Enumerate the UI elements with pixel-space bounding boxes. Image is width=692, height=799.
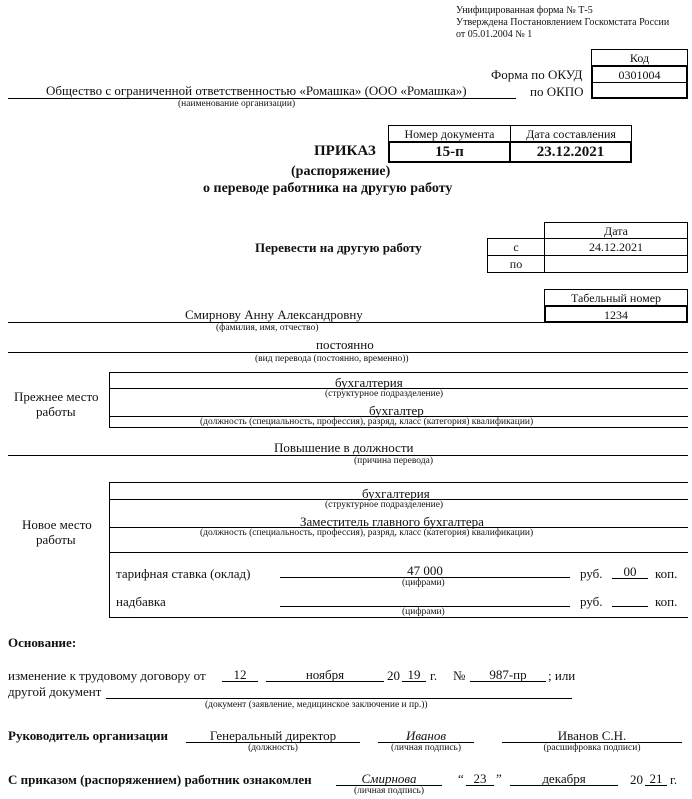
doc-subtitle: (распоряжение) [291,164,391,179]
rate-value: 47 000 [407,563,443,578]
transfer-type-caption: (вид перевода (постоянно, временно)) [255,354,409,364]
form-line-2: Утверждена Постановлением Госкомстата России [456,17,670,28]
ack-year-suffix: 21 [649,771,663,786]
doc-date-header: Дата составления [510,125,632,142]
head-label: Руководитель организации [8,728,168,743]
doc-title: ПРИКАЗ [314,143,376,159]
previous-department: бухгалтерия [335,375,403,390]
previous-position-caption: (должность (специальность, профессия), разряд, класс (категория) квалификации) [200,417,534,427]
other-doc-label: другой документ [8,684,102,699]
new-position: Заместитель главного бухгалтера [300,514,484,529]
new-department-caption: (структурное подразделение) [325,500,444,510]
bonus-label: надбавка [116,594,166,609]
new-position-caption: (должность (специальность, профессия), разряд, класс (категория) квалификации) [200,528,534,538]
contract-year-label: г. [430,668,438,683]
head-signature-caption: (личная подпись) [390,743,462,753]
contract-day-line [222,681,258,682]
organization-name: Общество с ограниченной ответственностью «Ромашка» (ООО «Ромашка») [46,83,467,98]
contract-num-line [470,681,546,682]
kop-line [612,578,648,579]
head-name: Иванов С.Н. [557,728,627,743]
ack-month: декабря [542,771,586,786]
new-top-line [110,482,688,483]
kop-value: 00 [623,564,637,579]
okud-label: Форма по ОКУД [491,67,583,82]
head-position: Генеральный директор [209,728,337,743]
okud-value: 0301004 [593,67,686,83]
previous-top-line [110,372,688,373]
new-label-2: работы [36,532,76,547]
rate-label: тарифная ставка (оклад) [116,566,251,581]
head-signature: Иванов [405,728,447,743]
transfer-type-line [8,352,688,353]
contract-num-label: № [453,668,466,683]
head-position-caption: (должность) [248,743,298,753]
tab-number-header: Табельный номер [544,289,688,306]
ack-label: С приказом (распоряжением) работник ознакомлен [8,772,312,787]
contract-year-prefix: 20 [387,668,400,683]
doc-date: 23.12.2021 [509,141,632,163]
previous-bottom-line [110,427,688,428]
rate-caption: (цифрами) [402,578,445,588]
organization-caption: (наименование организации) [178,99,296,109]
form-line-1: Унифицированная форма № Т-5 [456,5,593,16]
employee-name-caption: (фамилия, имя, отчество) [216,323,319,333]
reason-line [8,455,688,456]
previous-label-1: Прежнее место [14,389,99,404]
contract-label: изменение к трудовому договору от [8,668,206,683]
contract-num-value: 987-пр [489,667,527,682]
contract-year-line [402,681,426,682]
okpo-value [593,83,686,97]
ack-day-line [466,785,494,786]
bonus-rub-label: руб. [580,594,603,609]
from-value: 24.12.2021 [544,238,688,256]
bonus-kop-line [612,606,648,607]
form-line-3: от 05.01.2004 № 1 [456,29,533,40]
contract-year-suffix: 19 [407,667,421,682]
contract-or-label: ; или [548,668,576,683]
previous-block-bracket [109,372,110,428]
ack-month-line [510,785,618,786]
previous-department-caption: (структурное подразделение) [325,389,444,399]
contract-day: 12 [233,667,247,682]
bonus-kop-label: коп. [655,594,678,609]
other-doc-line [106,698,572,699]
salary-bottom-line [110,617,688,618]
tab-number-value: 1234 [544,305,688,323]
ack-quote-open: “ [458,771,464,786]
previous-position: бухгалтер [369,403,424,418]
bonus-caption: (цифрами) [402,607,445,617]
ack-signature-caption: (личная подпись) [353,786,425,796]
contract-month-line [266,681,384,682]
ack-day: 23 [473,771,487,786]
new-block-bracket [109,482,110,618]
salary-top-line [110,552,688,553]
doc-subject: о переводе работника на другую работу [203,181,453,196]
kop-label: коп. [655,566,678,581]
transfer-label: Перевести на другую работу [255,240,422,255]
head-name-caption: (расшифровка подписи) [543,743,641,753]
doc-number-header: Номер документа [388,125,511,142]
from-label: с [487,238,545,256]
rub-label: руб. [580,566,603,581]
new-department: бухгалтерия [362,486,430,501]
new-label-1: Новое место [22,517,92,532]
transfer-date-header: Дата [544,222,688,239]
ack-year-label: г. [670,772,678,787]
ack-year-line [645,785,667,786]
ack-signature: Смирнова [361,771,417,786]
basis-title: Основание: [8,635,77,650]
to-label: по [487,255,545,273]
employee-name: Смирнову Анну Александровну [185,307,363,322]
transfer-type: постоянно [316,337,374,352]
contract-month: ноября [305,667,345,682]
ack-year-prefix: 20 [630,772,643,787]
to-value [544,255,688,273]
okpo-label: по ОКПО [530,84,584,99]
ack-quote-close: ” [496,771,502,786]
previous-label-2: работы [36,404,76,419]
doc-number: 15-п [388,141,511,163]
reason-caption: (причина перевода) [354,456,433,466]
other-doc-caption: (документ (заявление, медицинское заключение и пр.)) [205,700,428,710]
reason-value: Повышение в должности [274,440,414,455]
code-header: Код [591,49,688,66]
